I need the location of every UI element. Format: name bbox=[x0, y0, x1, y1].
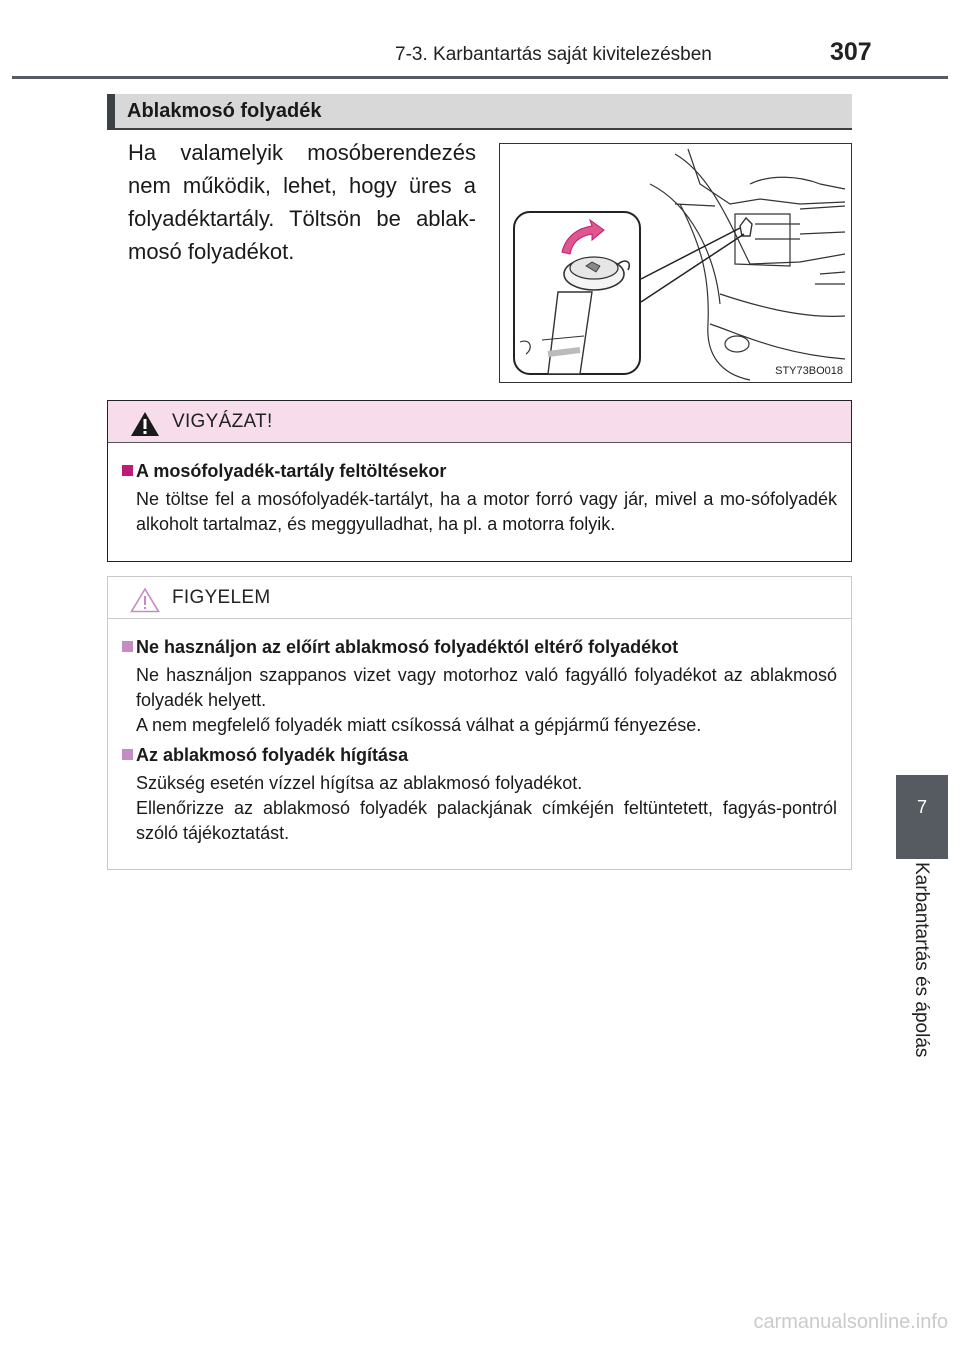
caution-box bbox=[107, 400, 852, 562]
watermark: carmanualsonline.info bbox=[753, 1311, 948, 1333]
notice-item-body bbox=[136, 771, 837, 846]
chapter-number: 7 bbox=[916, 797, 927, 817]
notice-label: FIGYELEM bbox=[172, 587, 271, 608]
washer-reservoir-figure bbox=[499, 143, 852, 383]
caution-header bbox=[108, 401, 851, 443]
caution-label: VIGYÁZAT! bbox=[172, 411, 273, 432]
header-section-path: 7-3. Karbantartás saját kivitelezésben bbox=[395, 44, 712, 65]
chapter-tab bbox=[896, 775, 948, 859]
notice-heading-text: Ne használjon az előírt ablakmosó folyadéktól eltérő folyadékot bbox=[136, 637, 679, 657]
chapter-label: Karbantartás és ápolás bbox=[911, 862, 932, 1058]
bullet-square-icon bbox=[122, 749, 133, 760]
page-number: 307 bbox=[830, 38, 872, 66]
notice-header bbox=[108, 577, 851, 619]
caution-item-body: Ne töltse fel a mosófolyadék-tartályt, ha a motor forró vagy jár, mivel a mo-sófolyadék alkoholt tartalmaz, és meggyulladhat, ha pl. a motorra folyik. bbox=[136, 489, 837, 534]
caution-item bbox=[122, 459, 837, 537]
bullet-square-icon bbox=[122, 465, 133, 476]
chapter-label-vertical bbox=[896, 862, 948, 1092]
notice-heading-text: Az ablakmosó folyadék hígítása bbox=[136, 745, 409, 765]
warning-outline-icon bbox=[130, 587, 160, 613]
washer-reservoir-illustration bbox=[500, 144, 851, 382]
notice-item bbox=[122, 635, 837, 738]
notice-item-body bbox=[136, 663, 837, 738]
notice-item bbox=[122, 743, 837, 846]
bullet-square-icon bbox=[122, 641, 133, 652]
warning-triangle-icon bbox=[130, 411, 160, 437]
caution-heading-text: A mosófolyadék-tartály feltöltésekor bbox=[136, 461, 447, 481]
notice-body-line: A nem megfelelő folyadék miatt csíkossá válhat a gépjármű fényezése. bbox=[136, 715, 702, 735]
notice-item-heading bbox=[122, 743, 837, 767]
caution-item-heading bbox=[122, 459, 837, 483]
notice-body-line: Ellenőrizze az ablakmosó folyadék palackjának címkéjén feltüntetett, fagyás-pontról szóló tájékoztatást. bbox=[136, 798, 837, 843]
notice-box bbox=[107, 576, 852, 870]
figure-code: STY73BO018 bbox=[775, 365, 843, 377]
section-title-bar bbox=[107, 94, 852, 130]
header-rule bbox=[12, 76, 948, 79]
notice-item-heading bbox=[122, 635, 837, 659]
notice-body-line: Szükség esetén vízzel hígítsa az ablakmosó folyadékot. bbox=[136, 773, 583, 793]
section-title: Ablakmosó folyadék bbox=[127, 100, 322, 122]
notice-body-line: Ne használjon szappanos vizet vagy motorhoz való fagyálló folyadékot az ablakmosó folyadék helyett. bbox=[136, 665, 837, 710]
intro-paragraph: Ha valamelyik mosóberendezés nem működik, lehet, hogy üres a folyadéktartály. Töltsön be ablak-mosó folyadékot. bbox=[128, 140, 476, 264]
